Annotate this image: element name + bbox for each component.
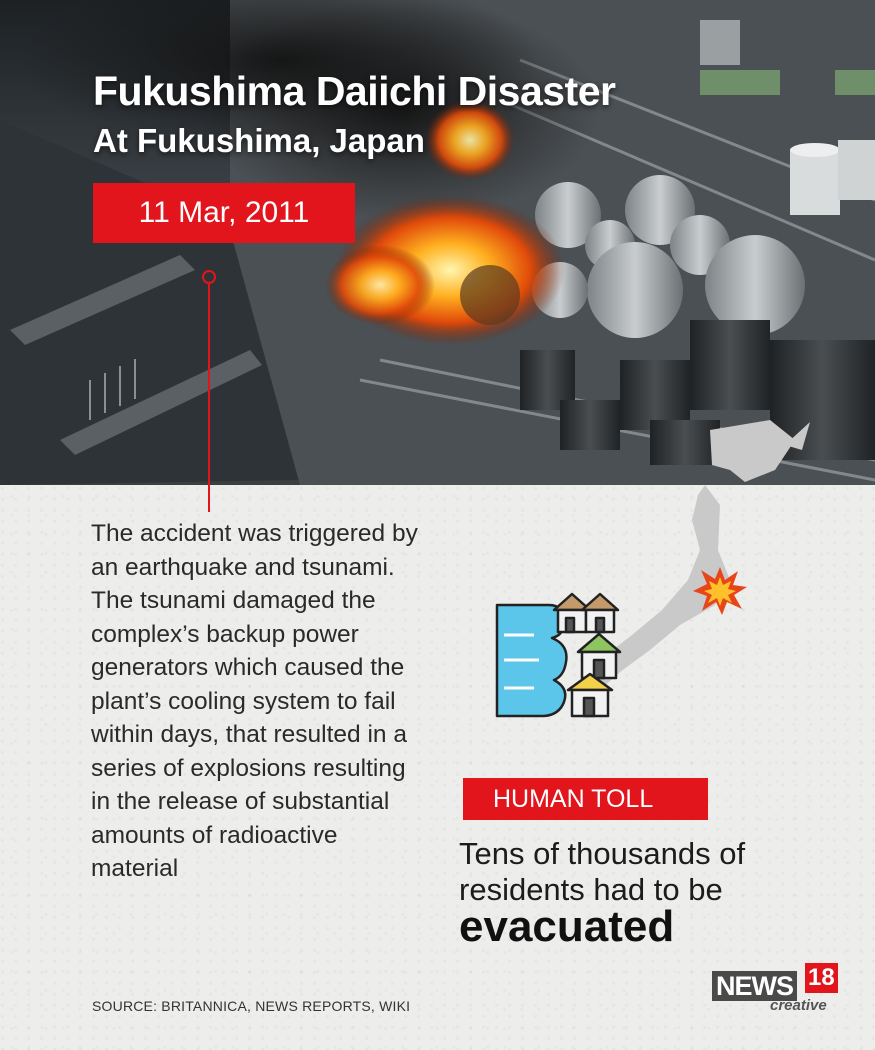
timeline-line: [208, 284, 210, 512]
explosion-icon: [692, 565, 748, 615]
human-toll-badge: [463, 778, 708, 820]
logo-tagline: creative: [770, 997, 827, 1014]
page-title: Fukushima Daiichi Disaster: [93, 68, 616, 114]
human-toll-emphasis: evacuated: [459, 902, 675, 951]
date-badge: 11 Mar, 2011: [93, 183, 355, 243]
human-toll-label: HUMAN TOLL: [493, 784, 654, 813]
timeline-dot: [202, 270, 216, 284]
tsunami-houses-icon: [494, 590, 626, 720]
source-credit: SOURCE: BRITANNICA, NEWS REPORTS, WIKI: [92, 998, 411, 1014]
logo-number: 18: [805, 963, 838, 993]
logo-word: NEWS: [712, 971, 797, 1001]
page-subtitle: At Fukushima, Japan: [93, 122, 425, 159]
human-toll-text: Tens of thousands of residents had to be: [459, 836, 746, 907]
news18-logo: [712, 963, 842, 1018]
description-text: The accident was triggered by an earthquake and tsunami. The tsunami damaged the complex’s backup power generators which caused the plant’s cooling system to fail within days, that resulted in a series of explosions resulting in the release of substantial amounts of radioactive material: [91, 520, 418, 882]
